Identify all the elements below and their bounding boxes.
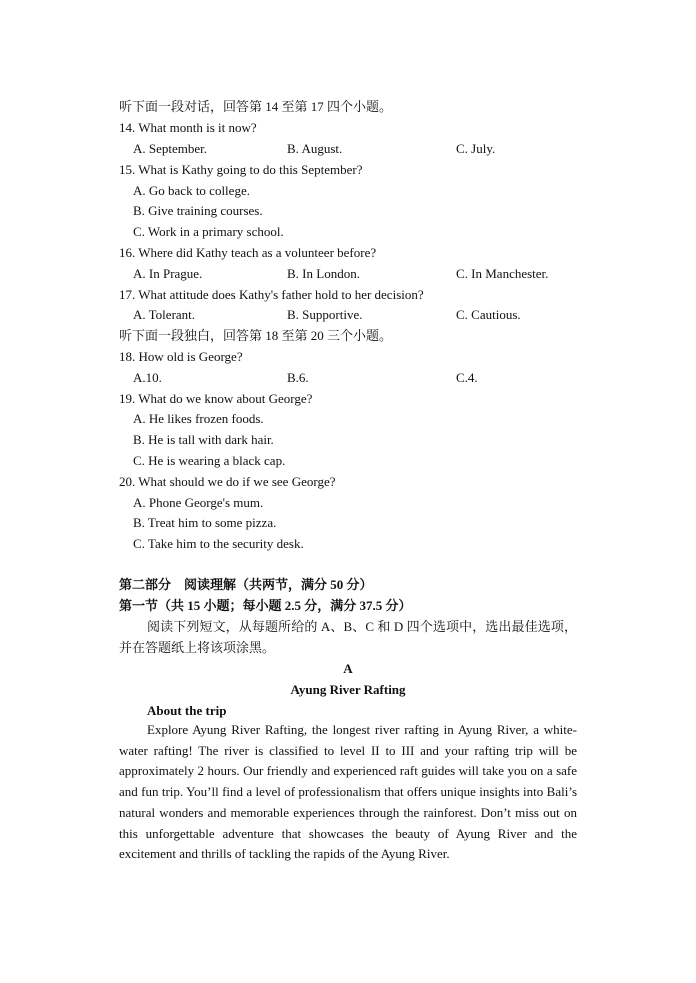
question-20-option-a: A. Phone George's mum. — [133, 495, 264, 510]
question-14-options — [133, 141, 593, 157]
question-20: 20. What should we do if we see George? — [119, 474, 336, 489]
option-a: A.10. — [133, 370, 162, 385]
option-b: B. August. — [287, 141, 343, 156]
question-15-option-a: A. Go back to college. — [133, 183, 250, 198]
monologue-instruction: 听下面一段独白，回答第 18 至第 20 三个小题。 — [119, 328, 393, 343]
section-title: 第一节（共 15 小题；每小题 2.5 分，满分 37.5 分） — [119, 598, 412, 613]
option-b: B. In London. — [287, 266, 360, 281]
passage-subheading: About the trip — [147, 703, 227, 718]
question-20-option-c: C. Take him to the security desk. — [133, 536, 304, 551]
question-16: 16. Where did Kathy teach as a volunteer before? — [119, 245, 377, 260]
option-c: C. July. — [456, 141, 496, 156]
question-19-option-b: B. He is tall with dark hair. — [133, 432, 274, 447]
option-c: C.4. — [456, 370, 478, 385]
question-19-option-c: C. He is wearing a black cap. — [133, 453, 286, 468]
option-c: C. Cautious. — [456, 307, 521, 322]
question-15-option-b: B. Give training courses. — [133, 203, 263, 218]
option-a: A. In Prague. — [133, 266, 203, 281]
reading-instruction: 阅读下列短文，从每题所给的 A、B、C 和 D 四个选项中，选出最佳选项，并在答题纸上将该项涂黑。 — [119, 619, 577, 655]
question-19-option-a: A. He likes frozen foods. — [133, 411, 264, 426]
option-a: A. Tolerant. — [133, 307, 196, 322]
dialogue-instruction: 听下面一段对话，回答第 14 至第 17 四个小题。 — [119, 99, 393, 114]
question-15-option-c: C. Work in a primary school. — [133, 224, 284, 239]
passage-title: Ayung River Rafting — [290, 682, 406, 697]
part-title: 第二部分 阅读理解（共两节，满分 50 分） — [119, 577, 373, 592]
option-b: B. Supportive. — [287, 307, 363, 322]
question-15: 15. What is Kathy going to do this September? — [119, 162, 363, 177]
option-c: C. In Manchester. — [456, 266, 549, 281]
passage-body: Explore Ayung River Rafting, the longest river rafting in Ayung River, a white-water rafting! The river is classified to level II to III and your rafting trip will be approximately 2 hours. Our friendly and experienced raft guides will take you on a safe and fun trip. You’ll find a level of professionalism that offers unique insights into Bali’s natural wonders and memorable experiences through the rainforest. Don’t miss out on this unforgettable adventure that showcases the beauty of Ayung River and the excitement and thrills of tackling the rapids of the Ayung River. — [119, 722, 577, 862]
option-a: A. September. — [133, 141, 208, 156]
question-17: 17. What attitude does Kathy's father hold to her decision? — [119, 287, 424, 302]
question-19: 19. What do we know about George? — [119, 391, 313, 406]
question-17-options — [133, 307, 593, 323]
option-b: B.6. — [287, 370, 309, 385]
question-16-options — [133, 266, 593, 282]
question-20-option-b: B. Treat him to some pizza. — [133, 515, 277, 530]
question-14: 14. What month is it now? — [119, 120, 257, 135]
question-18-options — [133, 370, 593, 386]
passage-label: A — [343, 661, 353, 676]
question-18: 18. How old is George? — [119, 349, 243, 364]
